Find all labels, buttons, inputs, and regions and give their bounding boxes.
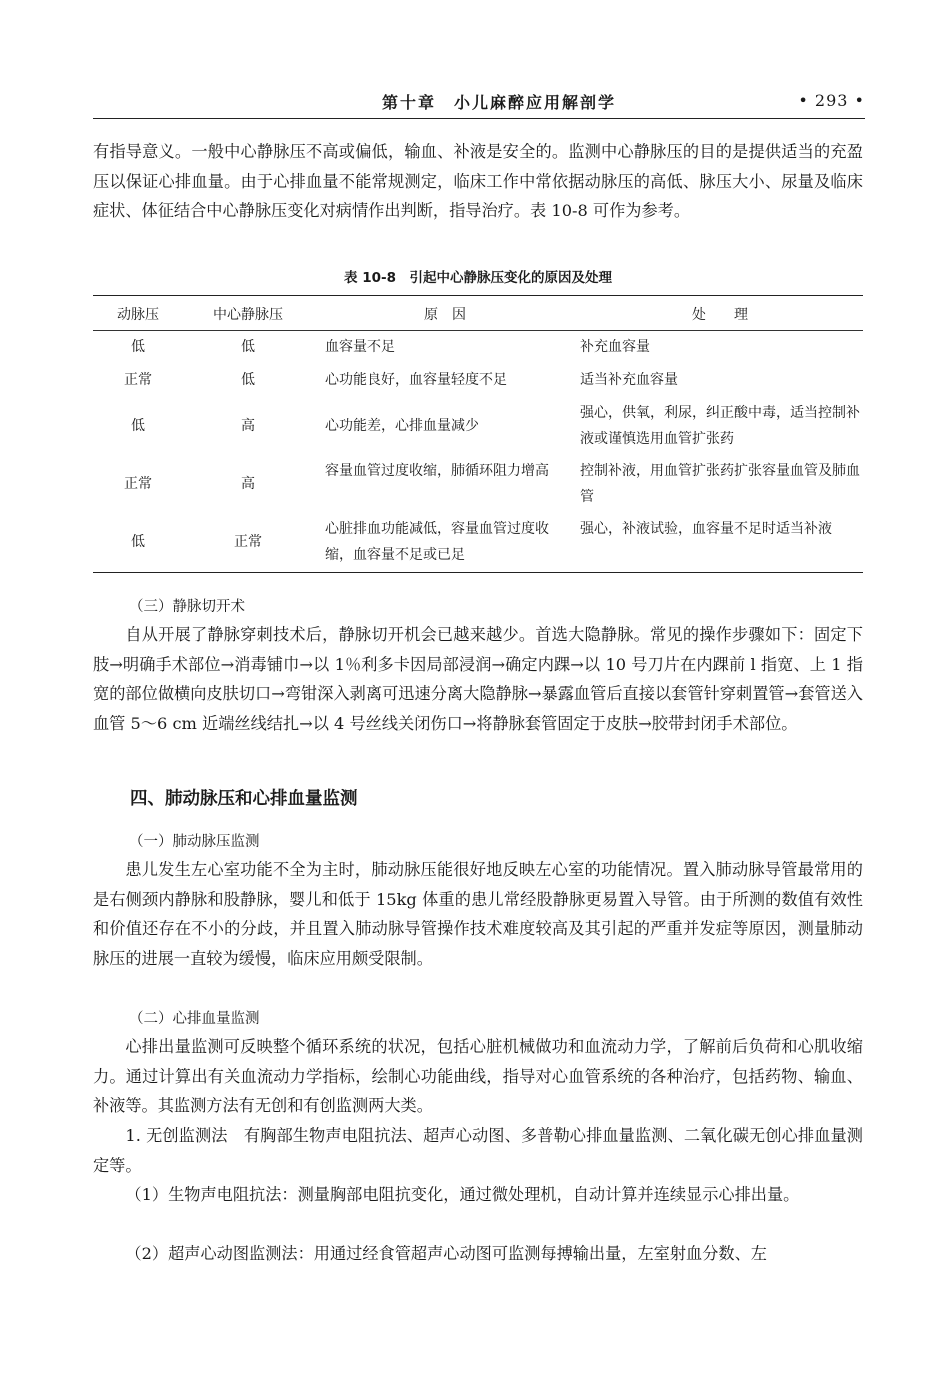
table-row-4-cause: 容量血管过度收缩，肺循环阻力增高 bbox=[325, 463, 549, 479]
table-row-1-treatment: 补充血容量 bbox=[580, 339, 650, 355]
table-row-2-cvp: 低 bbox=[241, 372, 255, 388]
table-row-2-cause: 心功能良好，血容量轻度不足 bbox=[325, 372, 507, 388]
table-header-cause: 原 因 bbox=[424, 307, 466, 323]
table-row-5-cvp: 正常 bbox=[234, 534, 262, 550]
table-row-4-arterial: 正常 bbox=[124, 476, 152, 492]
table-row-1-arterial: 低 bbox=[131, 339, 145, 355]
cvp-table bbox=[93, 295, 863, 573]
paragraph-venous-cutdown: 自从开展了静脉穿刺技术后，静脉切开机会已越来越少。首选大隐静脉。常见的操作步骤如下：固定下肢→明确手术部位→消毒铺巾→以 1％利多卡因局部浸润→确定内踝→以 10 号刀片在内踝前 l 指宽、上 1 指宽的部位做横向皮肤切口→弯钳深入剥离可迅速分离大隐静脉→暴露血管后直接以套管针穿刺置管→套管送入血管 5～6 cm 近端丝线结扎→以 4 号丝线关闭伤口→将静脉套管固定于皮肤→胶带封闭手术部位。 bbox=[93, 625, 863, 733]
table-row-2-treatment: 适当补充血容量 bbox=[580, 372, 678, 388]
subheading-pa-pressure: （一）肺动脉压监测 bbox=[129, 834, 260, 850]
table-row-3-arterial: 低 bbox=[131, 418, 145, 434]
table-row-1-cvp: 低 bbox=[241, 339, 255, 355]
table-caption: 表 10-8 引起中心静脉压变化的原因及处理 bbox=[344, 270, 612, 286]
table-row-3-cause: 心功能差，心排血量减少 bbox=[325, 418, 479, 434]
paragraph-cvp-intro: 有指导意义。一般中心静脉压不高或偏低，输血、补液是安全的。监测中心静脉压的目的是提供适当的充盈压以保证心排血量。由于心排血量不能常规测定，临床工作中常依据动脉压的高低、脉压大小、尿量及临床症状、体征结合中心静脉压变化对病情作出判断，指导治疗。表 10-8 可作为参考。 bbox=[93, 142, 863, 220]
table-row-5-cause: 心脏排血功能减低，容量血管过度收缩，血容量不足或已足 bbox=[325, 521, 549, 563]
paragraph-cardiac-output: 心排出量监测可反映整个循环系统的状况，包括心脏机械做功和血流动力学，了解前后负荷和心肌收缩力。通过计算出有关血流动力学指标，绘制心功能曲线，指导对心血管系统的各种治疗，包括药物、输血、补液等。其监测方法有无创和有创监测两大类。 bbox=[93, 1037, 863, 1115]
page-number: • 293 • bbox=[798, 91, 865, 110]
paragraph-echocardiography: （2）超声心动图监测法：用通过经食管超声心动图可监测每搏输出量，左室射血分数、左 bbox=[125, 1244, 767, 1263]
table-row-1-cause: 血容量不足 bbox=[325, 339, 395, 355]
running-head bbox=[93, 84, 865, 119]
table-header-arterial: 动脉压 bbox=[117, 307, 159, 323]
chapter-title: 第十章 小儿麻醉应用解剖学 bbox=[381, 93, 616, 112]
table-header-cvp: 中心静脉压 bbox=[213, 307, 283, 323]
table-row-4-treatment: 控制补液，用血管扩张药扩张容量血管及肺血管 bbox=[580, 463, 860, 505]
paragraph-bioimpedance: （1）生物声电阻抗法：测量胸部电阻抗变化，通过微处理机，自动计算并连续显示心排出量。 bbox=[125, 1185, 800, 1204]
table-row-3-treatment: 强心，供氧，利尿，纠正酸中毒，适当控制补液或谨慎选用血管扩张药 bbox=[580, 405, 860, 447]
table-row-3-cvp: 高 bbox=[241, 418, 255, 434]
table-row-2-arterial: 正常 bbox=[124, 372, 152, 388]
table-header-treatment: 处 理 bbox=[692, 307, 748, 323]
table-header-rule bbox=[93, 330, 863, 331]
table-row-4-cvp: 高 bbox=[241, 476, 255, 492]
table-row-5-arterial: 低 bbox=[131, 534, 145, 550]
paragraph-pa-pressure: 患儿发生左心室功能不全为主时，肺动脉压能很好地反映左心室的功能情况。置入肺动脉导管最常用的是右侧颈内静脉和股静脉，婴儿和低于 15kg 体重的患儿常经股静脉更易置入导管。由于所测的数值有效性和价值还存在不小的分歧，并且置入肺动脉导管操作技术难度较高及其引起的严重并发症等原因，测量肺动脉压的进展一直较为缓慢，临床应用颇受限制。 bbox=[93, 860, 863, 968]
table-row-5-treatment: 强心，补液试验，血容量不足时适当补液 bbox=[580, 521, 832, 537]
paragraph-noninvasive: 1. 无创监测法 有胸部生物声电阻抗法、超声心动图、多普勒心排血量监测、二氧化碳无创心排血量测定等。 bbox=[93, 1126, 863, 1175]
subheading-cardiac-output: （二）心排血量监测 bbox=[129, 1011, 260, 1027]
subheading-venous-cutdown: （三）静脉切开术 bbox=[129, 599, 245, 615]
section-heading-4: 四、肺动脉压和心排血量监测 bbox=[130, 789, 358, 809]
